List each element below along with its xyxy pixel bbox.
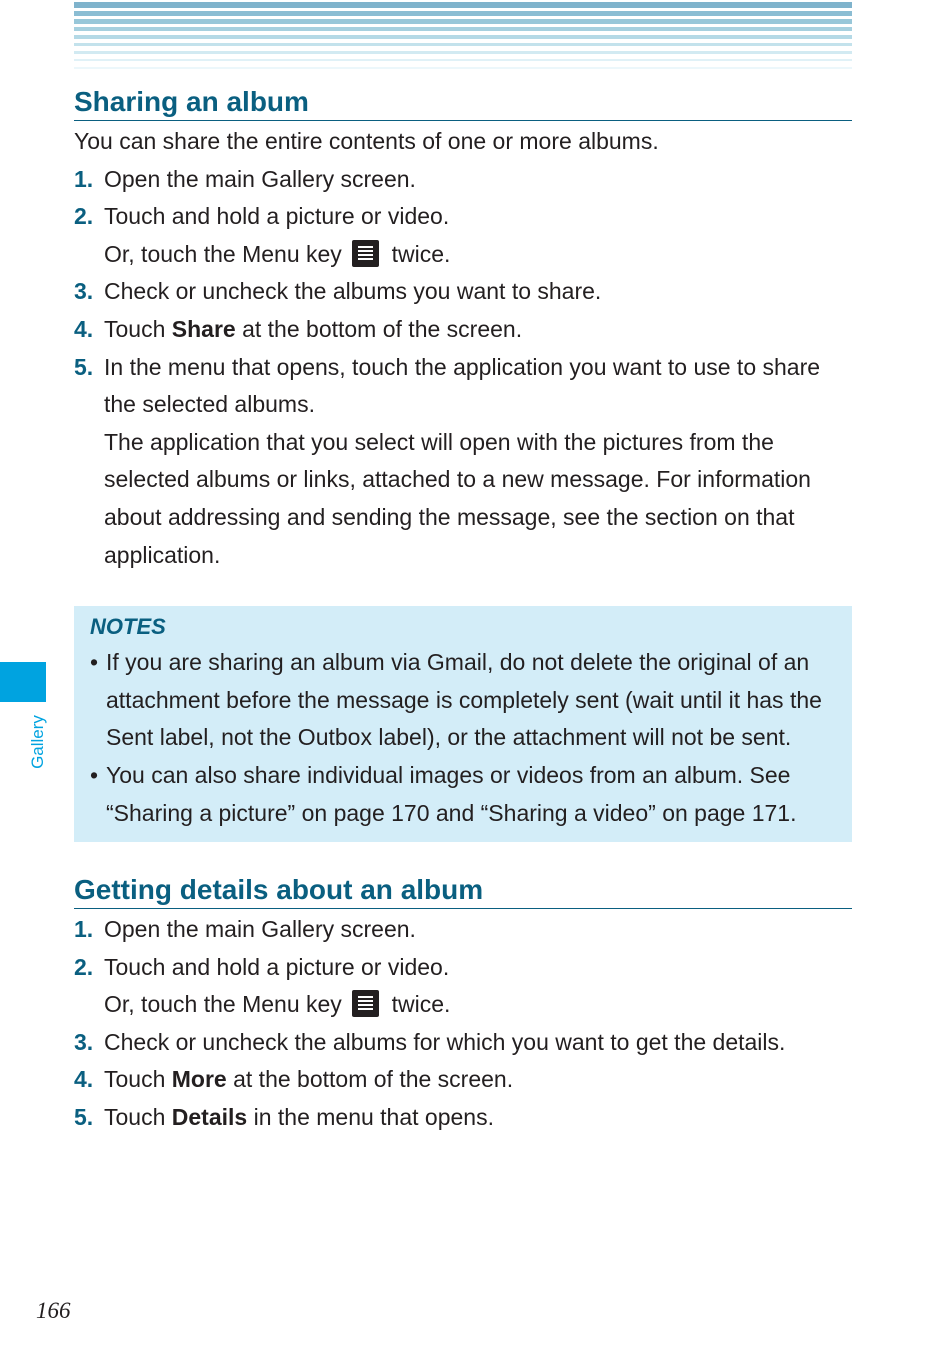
header-band <box>74 2 852 8</box>
header-band <box>74 43 852 46</box>
step-item <box>74 1024 852 1062</box>
step-item <box>74 949 852 987</box>
step-text: at the bottom of the screen. <box>235 315 523 342</box>
step-text: Or, touch the Menu key <box>104 991 342 1018</box>
header-band <box>74 35 852 39</box>
menu-key-icon <box>352 990 379 1017</box>
step-item <box>74 911 852 949</box>
step-number: 3. <box>74 278 94 305</box>
step-item <box>74 1061 852 1099</box>
step-text: in the menu that opens. <box>247 1104 494 1131</box>
step-number: 5. <box>74 353 94 380</box>
bullet-icon: • <box>90 649 99 676</box>
notes-text: You can also share individual images or videos from an album. See “Sharing a picture” on page 170 and “Sharing a video” on page 171. <box>106 761 797 826</box>
header-band <box>74 59 852 61</box>
notes-item <box>90 644 834 757</box>
step-number: 1. <box>74 165 94 192</box>
step-text: at the bottom of the screen. <box>226 1066 514 1093</box>
step-item <box>74 273 852 311</box>
step-number: 4. <box>74 1066 94 1093</box>
step-text: twice. <box>391 991 451 1018</box>
step-text: Touch and hold a picture or video. <box>104 203 450 230</box>
header-band <box>74 51 852 54</box>
step-number: 4. <box>74 315 94 342</box>
step-item <box>74 161 852 199</box>
menu-key-icon <box>352 240 379 267</box>
chapter-tab-label: Gallery <box>28 715 47 769</box>
step-item <box>74 198 852 236</box>
step-text: Check or uncheck the albums for which you want to get the details. <box>104 1028 786 1055</box>
step-item <box>74 349 852 424</box>
notes-text: If you are sharing an album via Gmail, do not delete the original of an attachment before the message is completely sent (wait until it has the Sent label, not the Outbox label), or the attachment will not be sent. <box>106 649 822 751</box>
header-band <box>74 19 852 24</box>
step-bold-term: Details <box>171 1104 248 1131</box>
notes-item <box>90 757 834 832</box>
section-title: Getting details about an album <box>74 872 852 909</box>
step-item <box>74 311 852 349</box>
bullet-icon: • <box>90 761 99 788</box>
section-album-details <box>74 872 852 1137</box>
step-number: 5. <box>74 1104 94 1131</box>
step-bold-term: Share <box>171 315 236 342</box>
step-text: Open the main Gallery screen. <box>104 916 416 943</box>
chapter-tab-marker <box>0 662 46 702</box>
step-text: Touch <box>104 315 172 342</box>
step-continuation <box>74 236 852 274</box>
step-text: twice. <box>391 240 451 267</box>
step-text: Touch <box>104 1104 172 1131</box>
notes-box <box>74 606 852 842</box>
step-text: Open the main Gallery screen. <box>104 165 416 192</box>
step-text: Touch <box>104 1066 172 1093</box>
section-title: Sharing an album <box>74 84 852 121</box>
step-number: 2. <box>74 203 94 230</box>
section-sharing-album <box>74 84 852 842</box>
step-number: 3. <box>74 1028 94 1055</box>
step-continuation: The application that you select will open with the pictures from the selected albums or links, attached to a new message. For information about addressing and sending the message, see the section on that application. <box>104 428 811 568</box>
header-band <box>74 27 852 31</box>
step-bold-term: More <box>171 1066 227 1093</box>
page-number: 166 <box>36 1298 71 1323</box>
step-number: 1. <box>74 916 94 943</box>
header-band <box>74 67 852 69</box>
page-content <box>74 84 852 1137</box>
step-text: Check or uncheck the albums you want to share. <box>104 278 602 305</box>
header-decoration <box>74 0 852 76</box>
section-intro: You can share the entire contents of one or more albums. <box>74 128 659 154</box>
step-continuation <box>74 986 852 1024</box>
step-text: In the menu that opens, touch the application you want to use to share the selected albums. <box>104 353 821 418</box>
step-text: Or, touch the Menu key <box>104 240 342 267</box>
step-item <box>74 1099 852 1137</box>
notes-title: NOTES <box>90 614 166 640</box>
header-band <box>74 11 852 16</box>
step-number: 2. <box>74 953 94 980</box>
step-text: Touch and hold a picture or video. <box>104 953 450 980</box>
